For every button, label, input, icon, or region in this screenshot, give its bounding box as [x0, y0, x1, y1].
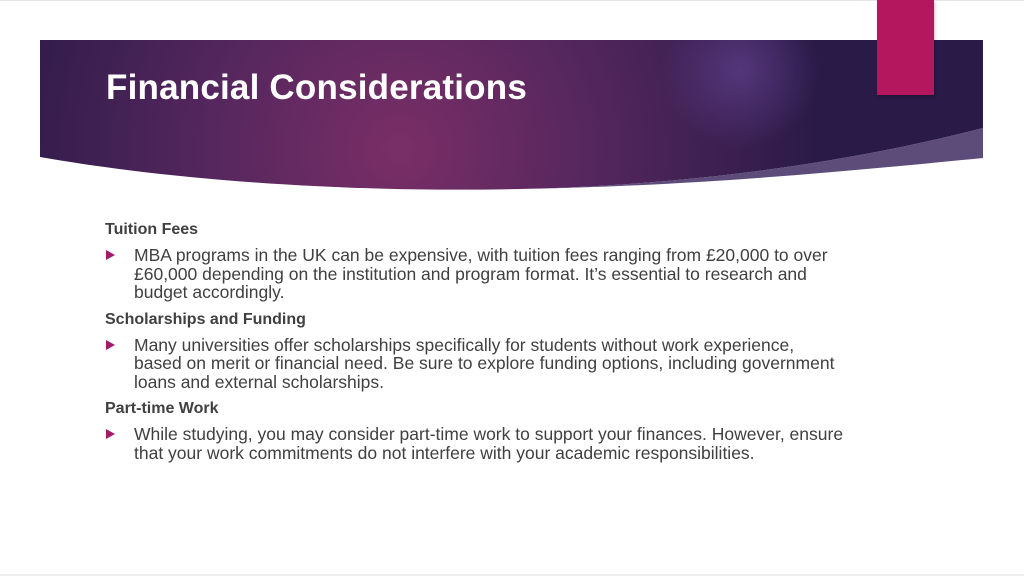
- bullet-text: Many universities offer scholarships specifically for students without work experience, based on merit or financial need. Be sure to explore funding options, including government loans and external scholarships.: [134, 334, 835, 392]
- bullet-arrow-icon: [106, 429, 115, 439]
- bullet-item: [105, 425, 845, 462]
- section-heading: Part-time Work: [105, 400, 219, 417]
- section-tuition-fees: [105, 220, 845, 302]
- section-heading: Scholarships and Funding: [105, 310, 306, 328]
- bullet-item: [105, 336, 845, 392]
- bullet-arrow-icon: [106, 250, 115, 260]
- bullet-arrow-icon: [106, 340, 115, 350]
- section-heading: Tuition Fees: [105, 221, 199, 238]
- section-part-time-work: [105, 399, 845, 462]
- bullet-item: [105, 246, 845, 302]
- bullet-text: MBA programs in the UK can be expensive, with tuition fees ranging from £20,000 to over £60,000 depending on the institution and program format. It’s essential to research and budget accordingly.: [134, 245, 828, 302]
- section-scholarships: [105, 310, 845, 392]
- slide-title: Financial Considerations: [106, 68, 527, 107]
- bullet-text: While studying, you may consider part-time work to support your finances. However, ensure that your work commitments do not interfere with your academic responsibilities.: [134, 424, 844, 463]
- accent-tab: [877, 0, 934, 95]
- content-area: [105, 220, 845, 470]
